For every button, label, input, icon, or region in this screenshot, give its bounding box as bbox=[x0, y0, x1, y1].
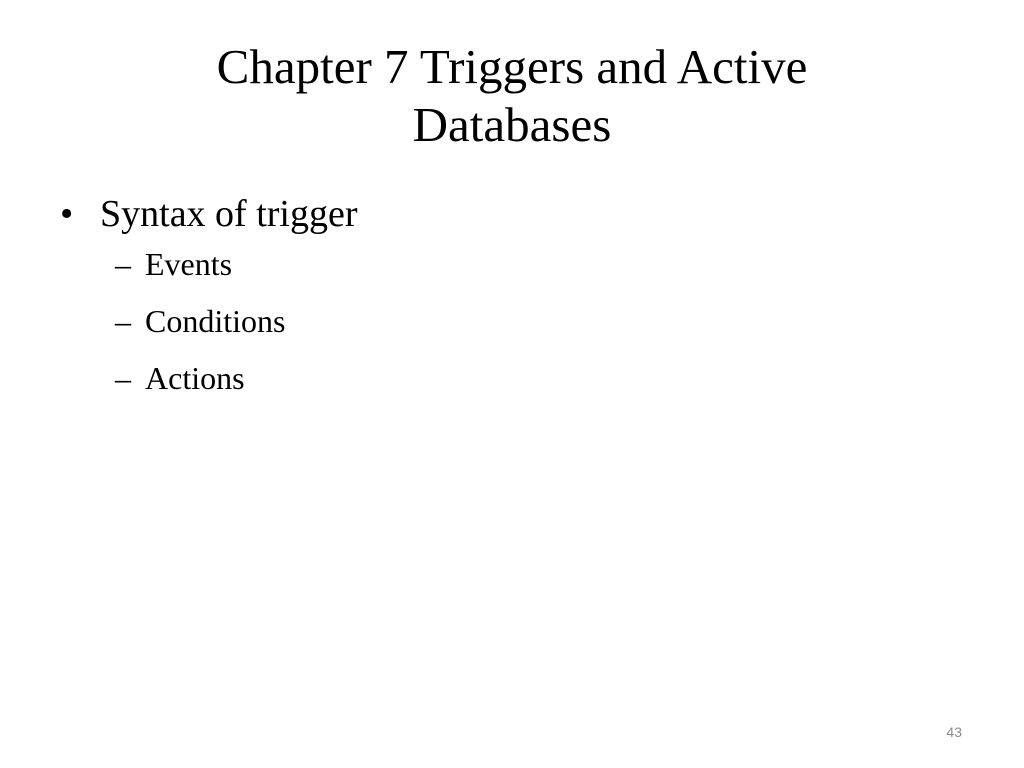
sub-bullet-item-actions bbox=[115, 358, 920, 398]
slide-body bbox=[60, 190, 920, 415]
bullet-text: Syntax of trigger bbox=[100, 193, 358, 235]
slide-page-number: 43 bbox=[946, 724, 962, 740]
sub-bullet-text: Events bbox=[145, 246, 233, 282]
dash-marker: – bbox=[115, 303, 131, 339]
sub-bullet-list bbox=[60, 244, 920, 398]
sub-bullet-item-events bbox=[115, 244, 920, 284]
slide-title-line-1: Chapter 7 Triggers and Active bbox=[216, 39, 808, 94]
bullet-marker: • bbox=[60, 193, 74, 235]
dash-marker: – bbox=[115, 360, 131, 396]
dash-marker: – bbox=[115, 246, 131, 282]
slide-title bbox=[100, 38, 924, 154]
sub-bullet-text: Actions bbox=[145, 360, 245, 396]
slide-title-line-2: Databases bbox=[412, 97, 612, 152]
sub-bullet-item-conditions bbox=[115, 301, 920, 341]
bullet-item bbox=[60, 190, 920, 238]
sub-bullet-text: Conditions bbox=[145, 303, 286, 339]
